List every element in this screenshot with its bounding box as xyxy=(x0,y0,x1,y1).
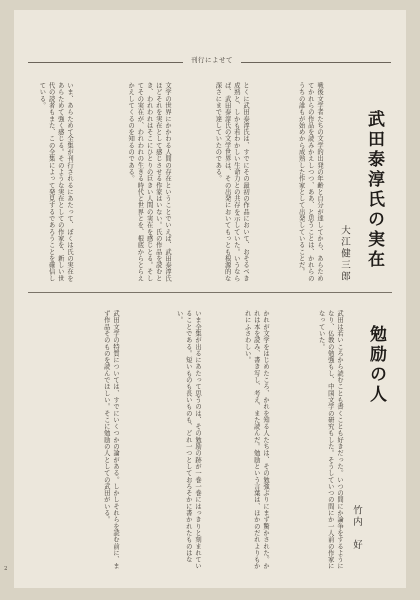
article2-paragraph: いま全集が出るにあたって思うのは、その勉励の跡が一巻一巻にはっきりと刻まれていることである。短いものも長いものも、どれ一つとしておろそかに書かれたものはない。 xyxy=(175,310,201,570)
article1-paragraph: とくに武田泰淳氏は、すでにその最初の作品において、おそるべき成熟と、しかも若わかしい生命力との共存を示していた。いうならば、武田泰淳氏の文学世界は、その出発においてもっとも根源的な深さにまで達していたのである。 xyxy=(214,82,249,282)
article2-title: 勉励の人 xyxy=(366,325,386,405)
article-divider xyxy=(28,292,392,293)
article1-paragraph: 戦後文学者たちの文学的出発の年齢と自分が達してから、あらためてかれらの作品を読みかえしつつ、ああ、と思うことは、かれらのうちの誰もが始めから成熟した作家として出発していることだ。 xyxy=(297,82,323,282)
article2-paragraph: かれが文学をはじめたころ、かれを知る人たちは、その勉強ぶりにまず驚かされた。かれは本を読み、書き写し、考え、また読んだ。勉励という言葉は、ほかのだれよりもかれにふさわしい。 xyxy=(243,310,269,570)
article1-title: 武田泰淳氏の実在 xyxy=(364,110,384,270)
section-header: 刊行によせて xyxy=(191,56,233,64)
article1-paragraph: いま、あらためて全集が刊行されるにあたって、ぼくは氏の実在をあらためて強く感じる。そのような実在としての作家を、新しい世代の読者もまた、この全集によって発見するであろうことを確信している。 xyxy=(38,82,73,282)
header-rule-left xyxy=(28,62,183,63)
article2-paragraph: 武田文学の特質については、すでにいくつかの論がある。しかしそれらを読む前に、まず作品そのものを読んでほしい。そこに勉励の人としての武田がいる。 xyxy=(102,310,119,570)
header-rule-right xyxy=(241,62,391,63)
article1-paragraph: 文学の世界にかかわる人間の存在ということでいえば、武田泰淳氏ほどそれを実在として感じさせる作家はいない。氏の作品を読むとき、われわれはそこにひとりの巨きい人間の実在を感じとる。そしてその実在が、われわれの生きる時代と世界とを、根底からとらえかえしてくるのを知るのである。 xyxy=(127,82,171,282)
article1-author: 大江健三郎 xyxy=(339,225,350,283)
page-number: 2 xyxy=(4,566,8,572)
article2-author: 竹内 好 xyxy=(351,505,362,551)
booklet-page xyxy=(14,10,406,588)
article2-paragraph: 武田は若いころから読むことも書くことも好きだった。いつの間にか論争をするようになり、仏教の勉強もし、中国文学の研究もした。そうしていつの間にか一人前の作家になっていた。 xyxy=(317,310,343,570)
